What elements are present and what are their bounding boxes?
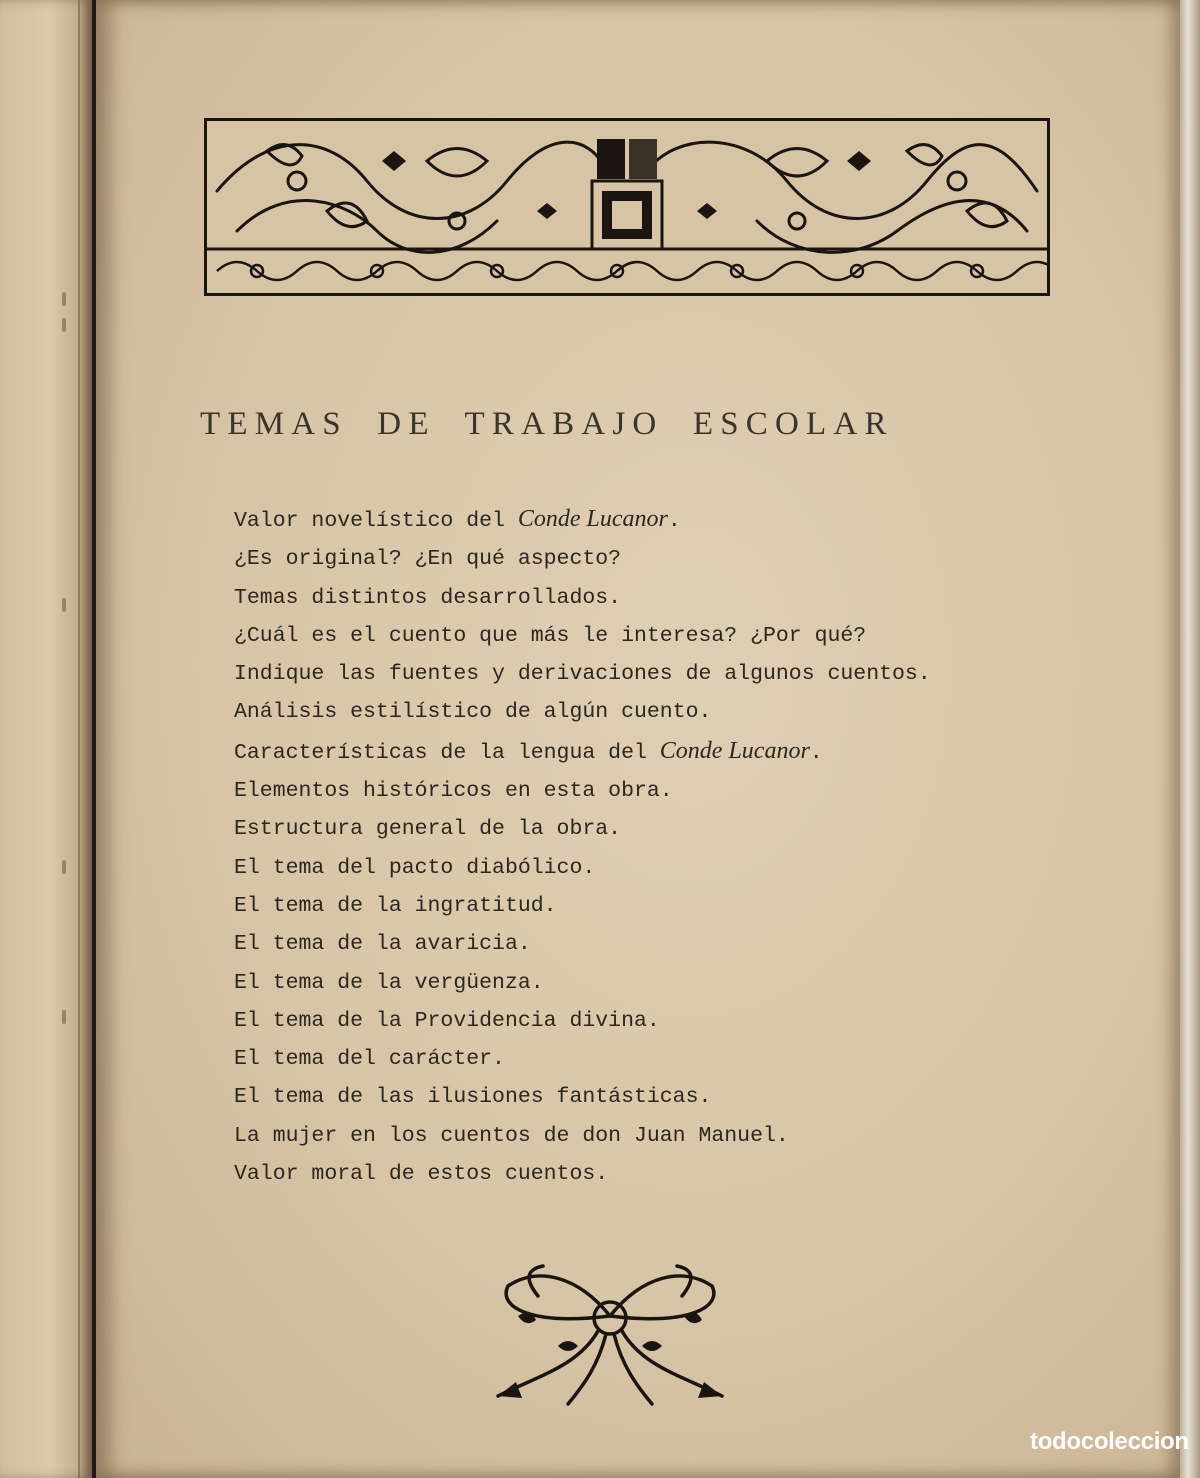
previous-page-edge (0, 0, 92, 1478)
topic-item (234, 887, 931, 925)
binding-stitch (62, 292, 66, 306)
page-fold-line (78, 0, 80, 1478)
floral-ornament-band-icon (204, 118, 1050, 296)
topic-text: El tema de las ilusiones fantásticas. (234, 1085, 712, 1110)
topic-item (234, 1002, 931, 1040)
topic-text: Valor moral de estos cuentos. (234, 1162, 609, 1187)
topic-text: Elementos históricos en esta obra. (234, 779, 673, 804)
bow-vignette-icon (478, 1256, 742, 1406)
topic-text: Análisis estilístico de algún cuento. (234, 700, 712, 725)
topic-text: ¿Es original? ¿En qué aspecto? (234, 547, 622, 572)
topic-punctuation: . (809, 740, 823, 765)
binding-stitch (62, 598, 66, 612)
topic-text: La mujer en los cuentos de don Juan Manuel. (234, 1123, 789, 1148)
binding-stitch (62, 1010, 66, 1024)
page-title: TEMAS DE TRABAJO ESCOLAR (200, 406, 894, 442)
topic-item (234, 772, 931, 810)
topic-item (234, 1078, 931, 1116)
topic-punctuation: . (667, 509, 681, 533)
topic-text: El tema de la Providencia divina. (234, 1008, 660, 1033)
topic-item (234, 579, 931, 617)
topic-text: El tema de la ingratitud. (234, 893, 557, 918)
topic-item (234, 617, 931, 655)
topic-item (234, 849, 931, 887)
topic-text: ¿Cuál es el cuento que más le interesa? ¿Por qué? (234, 623, 867, 648)
topic-text: El tema del carácter. (234, 1047, 505, 1072)
next-page-edge (1180, 0, 1200, 1478)
topic-item (234, 810, 931, 848)
work-title: Conde Lucanor (517, 506, 668, 532)
topic-text: Características de la lengua del (234, 740, 660, 765)
topic-text: El tema del pacto diabólico. (234, 855, 596, 880)
topic-text: Temas distintos desarrollados. (234, 585, 622, 610)
topic-list (234, 500, 931, 1193)
topic-item (234, 693, 931, 731)
topic-item (234, 655, 931, 693)
work-title: Conde Lucanor (659, 737, 810, 764)
topic-item (234, 925, 931, 963)
topic-text: Estructura general de la obra. (234, 817, 622, 842)
topic-item (234, 1117, 931, 1155)
topic-text: Valor novelístico del (234, 509, 518, 533)
topic-text: Indique las fuentes y derivaciones de algunos cuentos. (234, 662, 931, 687)
topic-item (234, 500, 931, 540)
topic-text: El tema de la avaricia. (234, 932, 531, 957)
binding-stitch (62, 860, 66, 874)
topic-item (234, 1040, 931, 1078)
topic-item (234, 964, 931, 1002)
topic-text: El tema de la vergüenza. (234, 970, 544, 995)
watermark-text: todocoleccion (1030, 1428, 1189, 1455)
topic-item (234, 540, 931, 578)
topic-item (234, 1155, 931, 1193)
topic-item (234, 732, 931, 772)
binding-stitch (62, 318, 66, 332)
